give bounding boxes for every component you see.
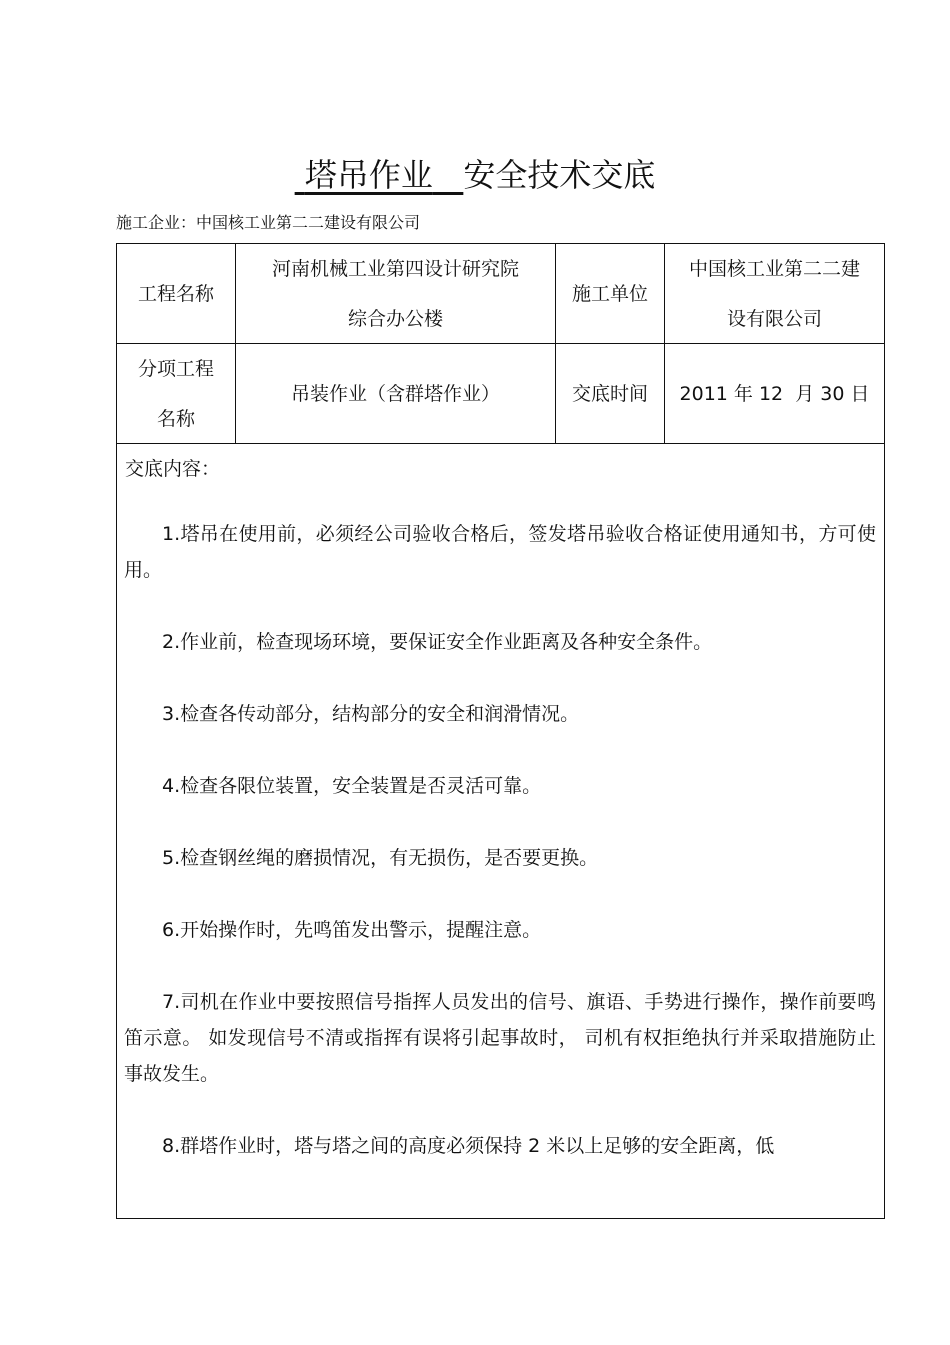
contractor-value	[665, 244, 884, 343]
project-name-line-2: 综合办公楼	[347, 307, 443, 330]
disclosure-date-line: 2011 年 12 月 30 日	[679, 382, 870, 405]
disclosure-date-value	[665, 344, 884, 443]
content-item: 3.检查各传动部分，结构部分的安全和润滑情况。	[162, 703, 580, 725]
sub-project-label-line-1: 分项工程	[137, 357, 214, 380]
sub-project-label-line-2: 名称	[156, 407, 195, 430]
contractor-label-line: 施工单位	[571, 282, 648, 305]
project-name-label-line: 工程名称	[137, 282, 214, 305]
content-item: 5.检查钢丝绳的磨损情况，有无损伤，是否要更换。	[162, 847, 599, 869]
content-item: 2.作业前，检查现场环境，要保证安全作业距离及各种安全条件。	[162, 631, 713, 653]
company-line: 施工企业：中国核工业第二二建设有限公司	[116, 213, 421, 232]
project-name-value	[236, 244, 555, 343]
title-rest: 安全技术交底	[463, 156, 656, 194]
sub-project-label	[117, 344, 235, 443]
project-name-line-1: 河南机械工业第四设计研究院	[271, 257, 519, 280]
title-underlined: 塔吊作业	[304, 156, 433, 194]
content-item: 1.塔吊在使用前，必须经公司验收合格后，签发塔吊验收合格证使用通知书，方可使用。	[124, 523, 876, 581]
contractor-line-2: 设有限公司	[726, 307, 822, 330]
disclosure-table	[116, 243, 885, 1219]
disclosure-date-label-line: 交底时间	[571, 382, 648, 405]
content-label: 交底内容：	[125, 458, 221, 480]
project-name-label	[117, 244, 235, 343]
content-item: 4.检查各限位装置，安全装置是否灵活可靠。	[162, 775, 542, 797]
content-item: 6.开始操作时，先鸣笛发出警示，提醒注意。	[162, 919, 542, 941]
content-items	[124, 516, 876, 1200]
document-title	[0, 150, 950, 200]
content-item: 7.司机在作业中要按照信号指挥人员发出的信号、旗语、手势进行操作，操作前要鸣笛示意。 如发现信号不清或指挥有误将引起事故时， 司机有权拒绝执行并采取措施防止事故发生。	[124, 991, 876, 1085]
contractor-label	[556, 244, 664, 343]
row-divider-2	[117, 443, 884, 444]
sub-project-value-line: 吊装作业（含群塔作业）	[290, 382, 500, 405]
content-item: 8.群塔作业时，塔与塔之间的高度必须保持 2 米以上足够的安全距离，低	[162, 1135, 775, 1157]
contractor-line-1: 中国核工业第二二建	[688, 257, 860, 280]
disclosure-date-label	[556, 344, 664, 443]
sub-project-value	[236, 344, 555, 443]
